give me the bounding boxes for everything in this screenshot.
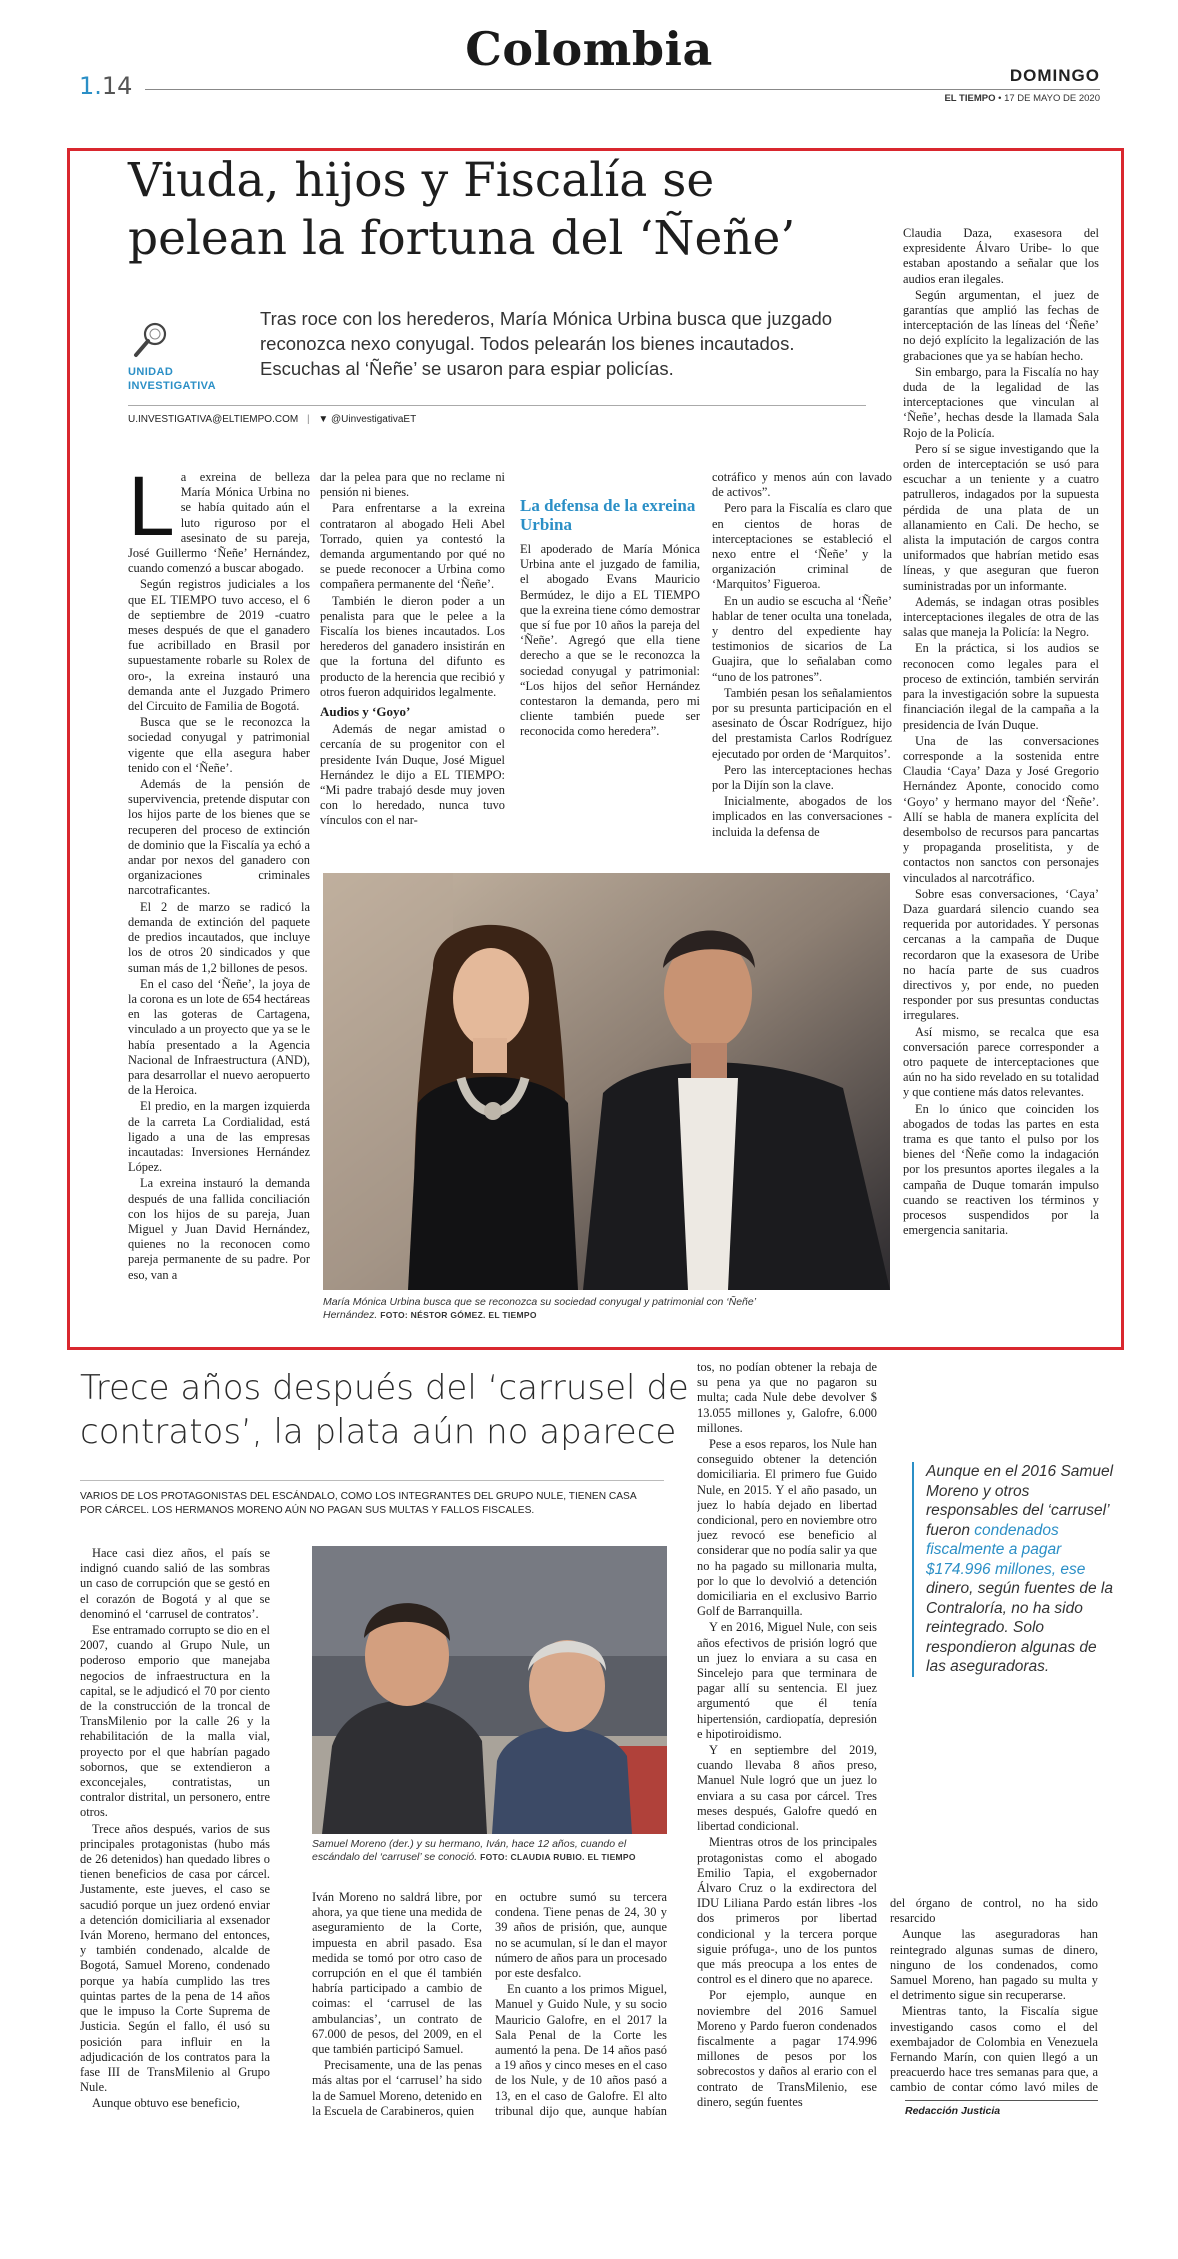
magnifier-icon — [131, 320, 171, 362]
investigative-unit-badge — [128, 320, 248, 400]
article2-headline-line1: Trece años después del ‘carrusel de — [80, 1368, 689, 1408]
article2-photo-credit: FOTO: CLAUDIA RUBIO. EL TIEMPO — [480, 1852, 636, 1862]
page-number — [79, 72, 132, 100]
article2-col5-p3: Mientras tanto, la Fiscalía sigue investigando casos como el del exembajador de Colombia en Venezuela Fernando Marín, con quien llegó a un preacuerdo hace tres semanas para que, a cambio de contar cómo lavó miles de — [890, 2004, 1098, 2095]
article1-col3-p1: El apoderado de María Mónica Urbina ante el juzgado de familia, el abogado Evans Mauricio Bermúdez, le dijo a EL TIEMPO que la exreina tiene cómo demostrar que sí fue por 10 años la pareja del ‘Ñeñe’. Agregó que ella tiene derecho a que se le reconozca la sociedad conyugal y patrimonial: “Los hijos del señor Hernández contestaron la demanda, pero mi cliente también puede ser reconocida como heredera”. — [520, 542, 700, 739]
article1-column-1 — [128, 470, 310, 1290]
article1-col2-p3: Además de negar amistad o cercanía de su progenitor con el presidente Iván Duque, José Miguel Hernández le dijo a EL TIEMPO: “Mi padre trabajó desde muy joven con lo heredado, nunca tuvo vínculos con el nar- — [320, 722, 505, 828]
article1-deck: Tras roce con los herederos, María Mónica Urbina busca que juzgado reconozca nexo conyugal. Todos pelearán los bienes incautados. Escuchas al ‘Ñeñe’ se usaron para espiar policías. — [260, 308, 833, 379]
article1-col5-p1: Según argumentan, el juez de garantías que amplió las fechas de interceptación de las líneas del ‘Ñeñe’ no dejó explícito la legalización de las grabaciones que ya se habían hecho. — [903, 287, 1099, 363]
article1-col2-p1: Para enfrentarse a la exreina contrataron al abogado Heli Abel Torrado, quien ya contestó la demanda argumentando por qué no se puede reconocer a Urbina como compañera permanente del ‘Ñeñe’. — [320, 501, 505, 592]
article1-col1-p2: Busca que se le reconozca la sociedad conyugal y patrimonial vigente que ella asegura haber tenido con el ‘Ñeñe’. — [128, 715, 310, 775]
article2-headline-line2: contratos’, la plata aún no aparece — [80, 1412, 677, 1452]
article1-headline — [128, 152, 868, 268]
article1-col1-lead: a exreina de belleza María Mónica Urbina no se había quitado aún el luto riguroso por el asesinato de su pareja, José Guillermo ‘Ñeñe’ Hernández, cuando comenzó a buscar abogado. — [128, 470, 310, 576]
article1-col1-p5: En el caso del ‘Ñeñe’, la joya de la corona es un lote de 654 hectáreas en las goteras de Cartagena, vinculado a un proyecto que ya se le había presentado a la Agencia Nacional de Infraestructura (AND), para desarrollar el nuevo aeropuerto de la Heroica. — [128, 976, 310, 1098]
unit-label-line1: UNIDAD — [128, 366, 174, 378]
article1-col5-p4: Además, se indagan otras posibles interceptaciones ilegales de otra de las salas que maneja la Policía: la Negro. — [903, 594, 1099, 640]
article1-col1-p7: La exreina instauró la demanda después de una fallida conciliación con los hijos de su pareja, Juan Miguel y Juan David Hernández, quienes no la reconocen como pareja permanente de su padre. Por eso, van a — [128, 1176, 310, 1282]
article2-photo-caption — [312, 1838, 667, 1864]
article2-col4-p6: Por ejemplo, aunque en noviembre del 2016 Samuel Moreno y Pardo fueron condenados fiscalmente a pagar 174.996 millones de pesos por los sobrecostos y daños al erario con el contrato de TransMilenio, ese dinero, según fuentes — [697, 1988, 877, 2109]
article1-photo-caption — [323, 1296, 803, 1322]
article1-column-4 — [712, 470, 892, 845]
article1-headline-line1: Viuda, hijos y Fiscalía se — [128, 153, 715, 208]
article1-col2-p2: También le dieron poder a un penalista para que le pelee a la Fiscalía los bienes incautados. Los herederos del ganadero insistirán en que la fortuna del difunto es producto de la herencia que recibió y otros fueron adquiridos legalmente. — [320, 593, 505, 699]
article2-photo — [312, 1546, 667, 1834]
article2-column-4 — [697, 1360, 877, 2120]
drop-cap: L — [128, 470, 175, 553]
article1-col5-p6: Una de las conversaciones corresponde a la sostenida entre Claudia ‘Caya’ Daza y José Gregorio Hernández Aponte, conocido como ‘Goyo’ y hermano mayor del ‘Ñeñe’. Allí se habla de manera explícita del desembolso de recursos para pancartas y propaganda proselitista, y de contactos non sanctos con personajes vinculados al narcotráfico. — [903, 733, 1099, 885]
unit-label-line2: INVESTIGATIVA — [128, 380, 216, 392]
article1-col4-p2: En un audio se escucha al ‘Ñeñe’ hablar de tener oculta una tonelada, y dentro del expediente hay testimonios de sicarios de La Guajira, que lo señalaban como “uno de los patrones”. — [712, 593, 892, 684]
article2-col4-p1: tos, no podían obtener la rebaja de su pena ya que no pagaron su multa; cada Nule debe devolver $ 13.055 millones y, Galofre, 6.000 millones. — [697, 1360, 877, 1435]
article2-col4-p3: Y en 2016, Miguel Nule, con seis años efectivos de prisión logró que un juez lo enviara a su casa en Sincelejo para que terminara de pagar allí su sentencia. El juez argumentó que él tenía hipertensión, cardiopatía, depresión e hipotiroidismo. — [697, 1620, 877, 1741]
article1-col5-lead: Claudia Daza, exasesora del expresidente Álvaro Uribe- lo que estaban apostando a señalar que los audios eran ilegales. — [903, 226, 1099, 286]
article2-col4-p5: Mientras otros de los principales protagonistas como el abogado Emilio Tapia, el exgobernador Álvaro Cruz o la exdirectora del IDU Liliana Pardo están libres -los dos primeros por libertad condicional y la tercera porque siguie prófuga-, uno de los puntos que más preocupa a los entes de control es el dinero que no aparece. — [697, 1835, 877, 1987]
twitter-icon: ▼ — [318, 414, 329, 425]
article1-col1-p4: El 2 de marzo se radicó la demanda de extinción del paquete de predios incautados, que incluye los de otros 20 sindicados y que suman más de 1,2 billones de pesos. — [128, 899, 310, 975]
article2-headline — [80, 1366, 700, 1454]
article1-col5-p2: Sin embargo, para la Fiscalía no hay duda de la legalidad de las interceptaciones que vinculan al ‘Ñeñe’, hechas desde la llamada Sala Rojo de la Policía. — [903, 364, 1099, 440]
article1-col4-p5: Inicialmente, abogados de los implicados en las conversaciones -incluida la defensa de — [712, 794, 892, 839]
page-number-value: 14 — [101, 72, 133, 100]
contact-rule — [128, 405, 866, 406]
section-title: Colombia — [465, 22, 713, 76]
article1-col4-p1: Pero para la Fiscalía es claro que en cientos de horas de interceptaciones se estableció el nexo entre el ‘Ñeñe’ y la organización criminal de ‘Marquitos’ Figueroa. — [712, 501, 892, 592]
article2-col5-p1: del órgano de control, no ha sido resarcido — [890, 1896, 1098, 1926]
couple-photo-image — [323, 873, 890, 1290]
article1-col3-subhead: La defensa de la exreina Urbina — [520, 496, 696, 534]
article2-col3-p2: En cuanto a los primos Miguel, Manuel y Guido Nule, y su socio Mauricio Galofre, en el 2017 la Sala Penal de la Corte les aumentó la pena. De 14 años pasó a 19 años y cinco meses en el caso de los Nule, y de 10 años pasó a 13, en el caso de Galofre. El alto tribunal dijo que, aunque habían — [495, 1982, 667, 2118]
article1-col4-p3: También pesan los señalamientos por su presunta participación en el asesinato de Óscar Rodríguez, hijo del prestamista Carlos Rodríguez ejecutado por orden de ‘Marquitos’. — [712, 685, 892, 761]
brothers-photo-image — [312, 1546, 667, 1834]
article1-photo-credit: FOTO: NÉSTOR GÓMEZ. EL TIEMPO — [380, 1310, 537, 1320]
article2-col4-p4: Y en septiembre del 2019, cuando llevaba 8 años preso, Manuel Nule logró que un juez lo enviara a su casa por cárcel. Tres meses después, Galofre quedó en libertad condicional. — [697, 1743, 877, 1834]
article2-column-3 — [495, 1890, 667, 2120]
header-date: • 17 DE MAYO DE 2020 — [995, 93, 1100, 104]
header-paper-date — [944, 93, 1100, 104]
article2-col1-p1: Hace casi diez años, el país se indignó cuando salió de las sombras un caso de corrupción que se gestó en el corazón de Bogotá y al que se denominó el ‘carrusel de contratos’. — [80, 1546, 270, 1621]
article1-col5-p3: Pero sí se sigue investigando que la orden de interceptación se usó para escuchar a un teniente y a cuatro patrulleros, indagados por la supuesta pérdida de una plata de un allanamiento en Cali. De hecho, se alista la imputación de cargos contra uniformados que habrían metido esas líneas, y que aseguran que fueron suministradas por un informante. — [903, 441, 1099, 593]
article1-column-5 — [903, 226, 1099, 1306]
article2-column-2 — [312, 1890, 482, 2120]
article1-col4-p4: Pero las interceptaciones hechas por la Dijín son la clave. — [712, 762, 892, 793]
article1-col2-subhead: Audios y ‘Goyo’ — [320, 704, 411, 720]
article1-col5-p9: En lo único que coinciden los abogados de todas las partes en esta trama es que tanto el pulso por los bienes del ‘Ñeñe como la indagación por los presuntos aportes ilegales a la campaña de Duque tomarán impulso cuando se reactiven los términos y procesos suspendidos por la emergencia sanitaria. — [903, 1101, 1099, 1238]
pull-quote-part-a: Aunque en el 2016 Samuel Moreno y otros responsables del ‘carrusel’ fueron — [926, 1463, 1114, 1539]
article2-deck-rule — [80, 1480, 664, 1481]
article2-col4-p2: Pese a esos reparos, los Nule han conseguido obtener la detención domiciliaria. El primero fue Guido Nule, en 2015. Y el año pasado, un juez lo había dejado en libertad condicional, pero en noviembre otro juez revocó ese beneficio al considerar que no podía salir ya que no ha pagado su millonaria multa, por lo que lo devolvió a detención domiciliaria en el exclusivo Barrio Golf de Barranquilla. — [697, 1437, 877, 1619]
page-number-prefix: 1. — [79, 72, 102, 100]
article1-col5-p5: En la práctica, si los audios se reconocen como legales para el proceso de extinción, también servirán para la investigación sobre la supuesta financiación ilegal de la campaña a la presidencia de Iván Duque. — [903, 641, 1099, 732]
article2-col2-p2: Precisamente, una de las penas más altas por el ‘carrusel’ ha sido la de Samuel Moreno, detenido en la Escuela de Carabineros, quien — [312, 2058, 482, 2118]
article1-column-3 — [520, 496, 700, 846]
pull-quote-highlight: condenados fiscalmente a pagar $174.996 millones, ese — [926, 1521, 1086, 1578]
article1-photo — [323, 873, 890, 1290]
contact-twitter[interactable]: @UinvestigativaET — [331, 414, 417, 425]
article1-col1-p3: Además de la pensión de supervivencia, pretende disputar con los hijos parte de los bienes que se recuperen del proceso de extinción de dominio que la Fiscalía ya echó a andar por nexos del ganadero con organizaciones criminales narcotraficantes. — [128, 777, 310, 898]
article1-col2-lead: dar la pelea para que no reclame ni pensión ni bienes. — [320, 470, 505, 500]
article2-column-5 — [890, 1896, 1098, 2096]
article1-caption-text: María Mónica Urbina busca que se reconozca su sociedad conyugal y patrimonial con ‘Ñeñe’ Hernández. — [323, 1296, 756, 1321]
header-rule — [145, 89, 1100, 90]
article1-col5-p7: Sobre esas conversaciones, ‘Caya’ Daza guardará silencio cuando sea requerida por autoridades. Y personas cercanas a la campaña de Duque recordaron que la exasesora de Uribe no hacía parte de sus cuadros directivos y, por ende, no pueden responder por sus presuntas conductas irregulares. — [903, 886, 1099, 1023]
article2-caption-text: Samuel Moreno (der.) y su hermano, Iván, hace 12 años, cuando el escándalo del ‘carrusel’ se conoció. — [312, 1838, 627, 1863]
article2-col1-p3: Trece años después, varios de sus principales protagonistas (hubo más de 26 detenidos) han quedado libres o tienen beneficios de casa por cárcel. Justamente, este jueves, el caso se sacudió porque un juez ordenó enviar a detención domiciliaria al exsenador Iván Moreno, hermano del entonces, y también condenado, alcalde de Bogotá, Samuel Moreno, condenado porque ya había cumplido las tres quintas partes de la pena de 14 años que le impuso la Corte Suprema de Justicia. Según el fallo, él usó su posición para influir en la adjudicación de los contratos para la fase III de TransMilenio al Grupo Nule. — [80, 1821, 270, 2095]
byline-rule — [905, 2100, 1098, 2101]
pull-quote-part-c: dinero, según fuentes de la Contraloría, no ha sido reintegrado. Solo respondieron algunas de las aseguradoras. — [926, 1580, 1113, 1675]
article1-col5-p8: Así mismo, se recalca que esa conversación parece corresponder a otro paquete de interceptaciones que aún no ha sido revelado en su totalidad y que contiene más datos relevantes. — [903, 1024, 1099, 1100]
header-day: DOMINGO — [1009, 66, 1100, 85]
article2-col1-p2: Ese entramado corrupto se dio en el 2007, cuando al Grupo Nule, un poderoso emporio que manejaba negocios de infraestructura en la capital, se le adjudicó el 70 por ciento de la construcción de la troncal de TransMilenio por la calle 26 y la rehabilitación de la malla vial, proyecto por el que habrían pagado sobornos, que se extendieron a exconcejales, contratistas, un contralor distrital, un personero, entre otros. — [80, 1623, 270, 1820]
contact-email[interactable]: U.INVESTIGATIVA@ELTIEMPO.COM — [128, 414, 299, 425]
page-header — [0, 0, 1178, 110]
article2-col2-p1: Iván Moreno no saldrá libre, por ahora, ya que tiene una medida de aseguramiento de la Corte, impuesta en abril pasado. Esa medida se tomó por otro caso de corrupción en el que él también habría participado a cambio de coimas: el ‘carrusel de las ambulancias’, un contrato de 67.000 de pesos, del 2009, en el que también participó Samuel. — [312, 1890, 482, 2057]
contact-line — [128, 414, 416, 425]
article2-column-1 — [80, 1546, 270, 2116]
article2-col3-p1: en octubre sumó su tercera condena. Tiene penas de 24, 30 y 39 años de prisión, que, aunque no se acumulan, sí le dan el mayor número de años para un procesado por este desfalco. — [495, 1890, 667, 1981]
header-paper: EL TIEMPO — [944, 93, 996, 104]
article2-col5-p2: Aunque las aseguradoras han reintegrado algunas sumas de dinero, ninguno de los condenados, como Samuel Moreno, han pagado su multa y el detrimento sigue sin recuperarse. — [890, 1927, 1098, 2003]
article1-col1-p6: El predio, en la margen izquierda de la carreta La Cordialidad, está ligado a una de las empresas incautadas: Inversiones Hernández López. — [128, 1099, 310, 1175]
pull-quote — [912, 1462, 1116, 1677]
article2-col1-p4: Aunque obtuvo ese beneficio, — [92, 2096, 240, 2111]
article1-col4-lead: cotráfico y menos aún con lavado de activos”. — [712, 470, 892, 500]
article2-byline: Redacción Justicia — [905, 2105, 1001, 2117]
article2-deck: VARIOS DE LOS PROTAGONISTAS DEL ESCÁNDALO, COMO LOS INTEGRANTES DEL GRUPO NULE, TIENEN CASA POR CÁRCEL. LOS HERMANOS MORENO AÚN NO PAGAN SUS MULTAS Y FALLOS FISCALES. — [80, 1491, 637, 1516]
article1-column-2 — [320, 470, 505, 845]
article1-headline-line2: pelean la fortuna del ‘Ñeñe’ — [128, 211, 796, 266]
contact-separator: | — [306, 414, 310, 425]
article1-col1-p1: Según registros judiciales a los que EL TIEMPO tuvo acceso, el 6 de septiembre de 2019 -cuatro meses después de que el ganadero fue acribillado en Brasil por supuestamente robarle su Rolex de oro-, la exreina instauró una demanda ante el Juzgado Primero del Circuito de Familia de Bogotá. — [128, 577, 310, 714]
